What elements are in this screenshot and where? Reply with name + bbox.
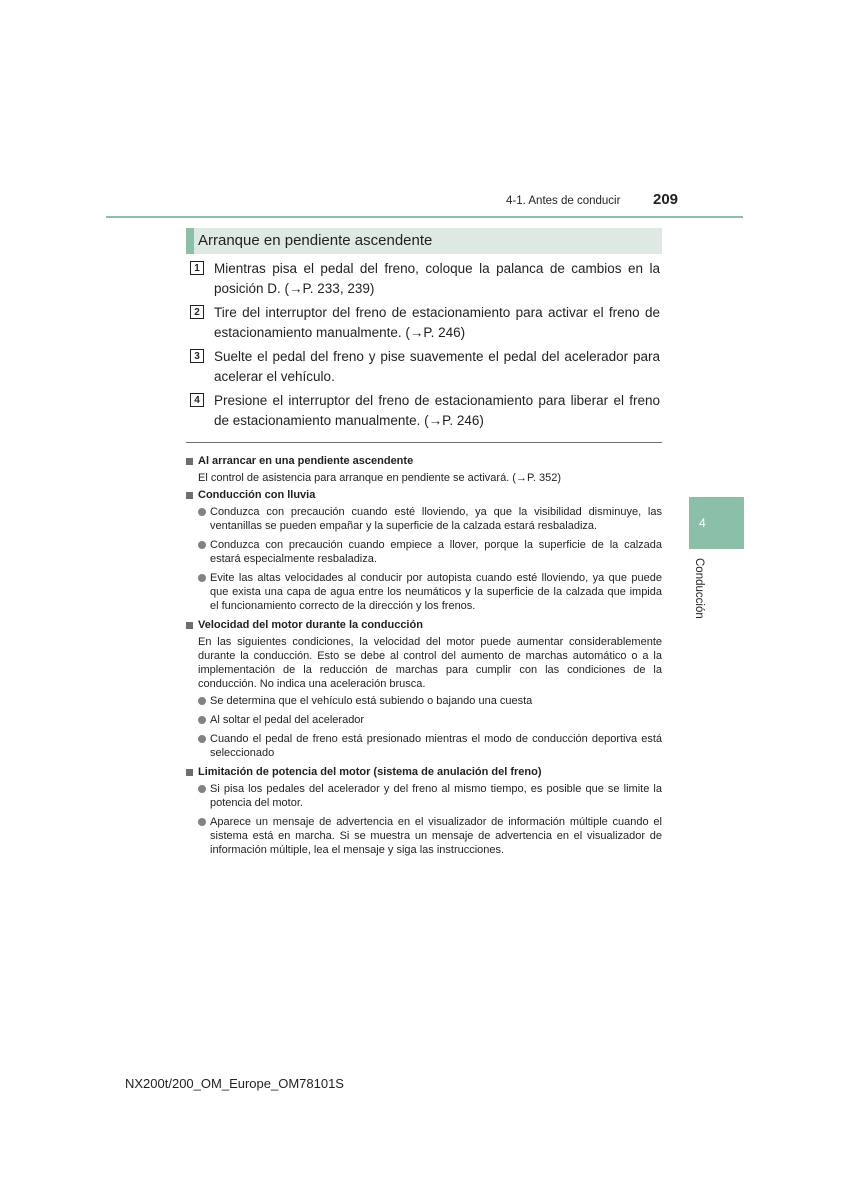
- note-heading: Al arrancar en una pendiente ascendente: [186, 454, 662, 468]
- step-number: 1: [190, 261, 204, 275]
- step-3: [190, 347, 660, 387]
- chapter-number: 4: [699, 516, 706, 530]
- note-bullet: [186, 538, 662, 566]
- step-2: [190, 303, 660, 343]
- header-rule: [106, 216, 743, 218]
- page-number: 209: [653, 191, 679, 208]
- section-separator: [186, 442, 662, 443]
- note-paragraph: El control de asistencia para arranque en pendiente se activará. (→P. 352): [198, 472, 562, 484]
- note-bullet: [186, 713, 662, 727]
- section-title-box: [186, 228, 662, 254]
- step-4: [190, 391, 660, 431]
- note-bullet: [186, 815, 662, 857]
- bullet-text: Se determina que el vehículo está subiendo o bajando una cuesta: [210, 695, 533, 707]
- note-bullet: [186, 782, 662, 810]
- bullet-icon: [198, 541, 206, 549]
- step-1: [190, 259, 660, 299]
- note-bullet: [186, 505, 662, 533]
- bullet-text: Si pisa los pedales del acelerador y del freno al mismo tiempo, es posible que se limite la potencia del motor.: [210, 783, 662, 809]
- step-number: 2: [190, 305, 204, 319]
- bullet-icon: [198, 508, 206, 516]
- note-heading: Conducción con lluvia: [186, 488, 662, 502]
- footer-document-code: NX200t/200_OM_Europe_OM78101S: [125, 1076, 344, 1091]
- bullet-text: Aparece un mensaje de advertencia en el visualizador de información múltiple cuando el sistema está en marcha. Si se muestra un mensaje de advertencia en el visualizador de información múltiple, lea el mensaje y siga las instrucciones.: [210, 816, 662, 856]
- note-bullet: [186, 732, 662, 760]
- bullet-icon: [198, 735, 206, 743]
- bullet-text: Conduzca con precaución cuando esté lloviendo, ya que la visibilidad disminuye, las ventanillas se pueden empañar y la superficie de la calzada estará resbaladiza.: [210, 506, 662, 532]
- bullet-text: Evite las altas velocidades al conducir por autopista cuando esté lloviendo, ya que puede que exista una capa de agua entre los neumáticos y la superficie de la calzada que impida el funcionamiento correcto de la dirección y los frenos.: [210, 572, 662, 612]
- bullet-icon: [198, 574, 206, 582]
- step-text: Suelte el pedal del freno y pise suavemente el pedal del acelerador para acelerar el vehículo.: [214, 349, 660, 384]
- step-text: Presione el interruptor del freno de estacionamiento para liberar el freno de estacionamiento manualmente. (→P. 246): [214, 393, 660, 428]
- bullet-text: Conduzca con precaución cuando empiece a llover, porque la superficie de la calzada estará especialmente resbaladiza.: [210, 539, 662, 565]
- note-bullet: [186, 571, 662, 613]
- step-text: Mientras pisa el pedal del freno, coloque la palanca de cambios en la posición D. (→P. 233, 239): [214, 261, 660, 296]
- step-number: 3: [190, 349, 204, 363]
- header-section-title: 4-1. Antes de conducir: [506, 195, 621, 207]
- bullet-icon: [198, 818, 206, 826]
- bullet-text: Cuando el pedal de freno está presionado mientras el modo de conducción deportiva está seleccionado: [210, 733, 662, 759]
- bullet-icon: [198, 785, 206, 793]
- bullet-icon: [198, 697, 206, 705]
- chapter-tab: [689, 497, 744, 549]
- note-heading: Velocidad del motor durante la conducción: [186, 618, 662, 632]
- chapter-label: Conducción: [693, 558, 705, 619]
- section-title: Arranque en pendiente ascendente: [198, 232, 433, 249]
- note-bullet: [186, 694, 662, 708]
- notes-section: [186, 451, 662, 862]
- step-number: 4: [190, 393, 204, 407]
- note-heading: Limitación de potencia del motor (sistema de anulación del freno): [186, 765, 662, 779]
- note-paragraph: En las siguientes condiciones, la velocidad del motor puede aumentar considerablemente durante la conducción. Esto se debe al control del aumento de marchas automático o a la implementación de la reducción de marchas para cumplir con las condiciones de la conducción. No indica una aceleración brusca.: [198, 636, 662, 690]
- bullet-icon: [198, 716, 206, 724]
- bullet-text: Al soltar el pedal del acelerador: [210, 714, 365, 726]
- step-text: Tire del interruptor del freno de estacionamiento para activar el freno de estacionamiento manualmente. (→P. 246): [214, 305, 660, 340]
